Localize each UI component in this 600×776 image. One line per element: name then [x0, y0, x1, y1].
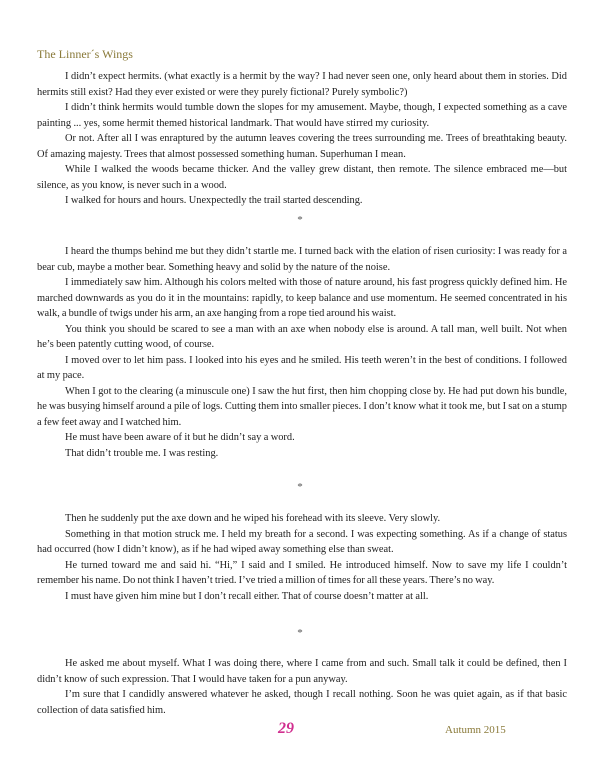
paragraph: I walked for hours and hours. Unexpectedly the trail started descending.	[65, 195, 363, 206]
section-separator: *	[297, 627, 303, 639]
text-section-2	[37, 244, 567, 461]
paragraph: Then he suddenly put the axe down and he wiped his forehead with its sleeve. Very slowly.	[65, 513, 441, 524]
paragraph: When I got to the clearing (a minuscule one) I saw the hut first, then him chopping close by. He had put down his bundle, he was busying himself around a pile of logs. Cutting them into smaller pieces. I don’t know what it took me, but I sat on a stump a few feet away and I watched him.	[37, 385, 567, 428]
section-separator: *	[297, 214, 303, 226]
paragraph: He must have been aware of it but he didn’t say a word.	[65, 432, 295, 443]
paragraph: I didn’t expect hermits. (what exactly is a hermit by the way? I had never seen one, only heard about them in stories. Did hermits still exist? Had they ever existed or were they purely fictional? Purely symbolic?)	[37, 71, 567, 98]
page-number: 29	[278, 720, 294, 737]
paragraph: He turned toward me and said hi. “Hi,” I said and I smiled. He introduced himself. Now to save my life I couldn’t remember his name. Do not think I haven’t tried. I’ve tried a million of times for all these years. There’s no way.	[37, 559, 567, 586]
paragraph: While I walked the woods became thicker. And the valley grew distant, then remote. The silence embraced me—but silence, as you know, is never such in a wood.	[37, 164, 567, 191]
paragraph: That didn’t trouble me. I was resting.	[65, 447, 219, 459]
paragraph: Something in that motion struck me. I held my breath for a second. I was expecting something. As if a change of status had occurred (how I didn’t know), as if he had wiped away something else than sweat.	[37, 528, 567, 555]
text-section-1	[37, 69, 567, 209]
text-section-3	[37, 511, 567, 604]
issue-label: Autumn 2015	[445, 724, 506, 736]
paragraph: I immediately saw him. Although his colors melted with those of nature around, his fast progress quickly defined him. He marched downwards as you do it in the mountains: rapidly, to keep balance and use momentum. He seemed concentrated in his walk, a bundle of twigs under his arm, an axe hanging from a rope tied around his waist.	[37, 277, 567, 319]
paragraph: He asked me about myself. What I was doing there, where I came from and such. Small talk it could be defined, then I didn’t know of such expression. That I would have taken for a pun anyway.	[37, 658, 567, 685]
paragraph: I didn’t think hermits would tumble down the slopes for my amusement. Maybe, though, I expected something as a cave painting ... yes, some hermit themed historical landmark. That would have stirred my curiosity.	[37, 102, 567, 129]
paragraph: I heard the thumps behind me but they didn’t startle me. I turned back with the elation of risen curiosity: I was ready for a bear cub, maybe a mother bear. Something heavy and solid by the nature of the noise.	[37, 246, 567, 273]
journal-title: The Linner´s Wings	[37, 47, 133, 61]
section-separator: *	[297, 481, 303, 493]
paragraph: I’m sure that I candidly answered whatever he asked, though I recall nothing. Soon he was quiet again, as if that basic collection of data satisfied him.	[37, 689, 567, 716]
paragraph: Or not. After all I was enraptured by the autumn leaves covering the trees surrounding me. Trees of breathtaking beauty. Of amazing majesty. Trees that almost possessed something human. Superhuman I mean.	[37, 133, 567, 160]
paragraph: I must have given him mine but I don’t recall either. That of course doesn’t matter at all.	[65, 590, 429, 602]
paragraph: You think you should be scared to see a man with an axe when nobody else is around. A tall man, well built. Not when he’s been patently cutting wood, of course.	[37, 323, 567, 350]
paragraph: I moved over to let him pass. I looked into his eyes and he smiled. His teeth weren’t in the best of conditions. I followed at my pace.	[37, 354, 567, 381]
text-section-4	[37, 656, 567, 718]
